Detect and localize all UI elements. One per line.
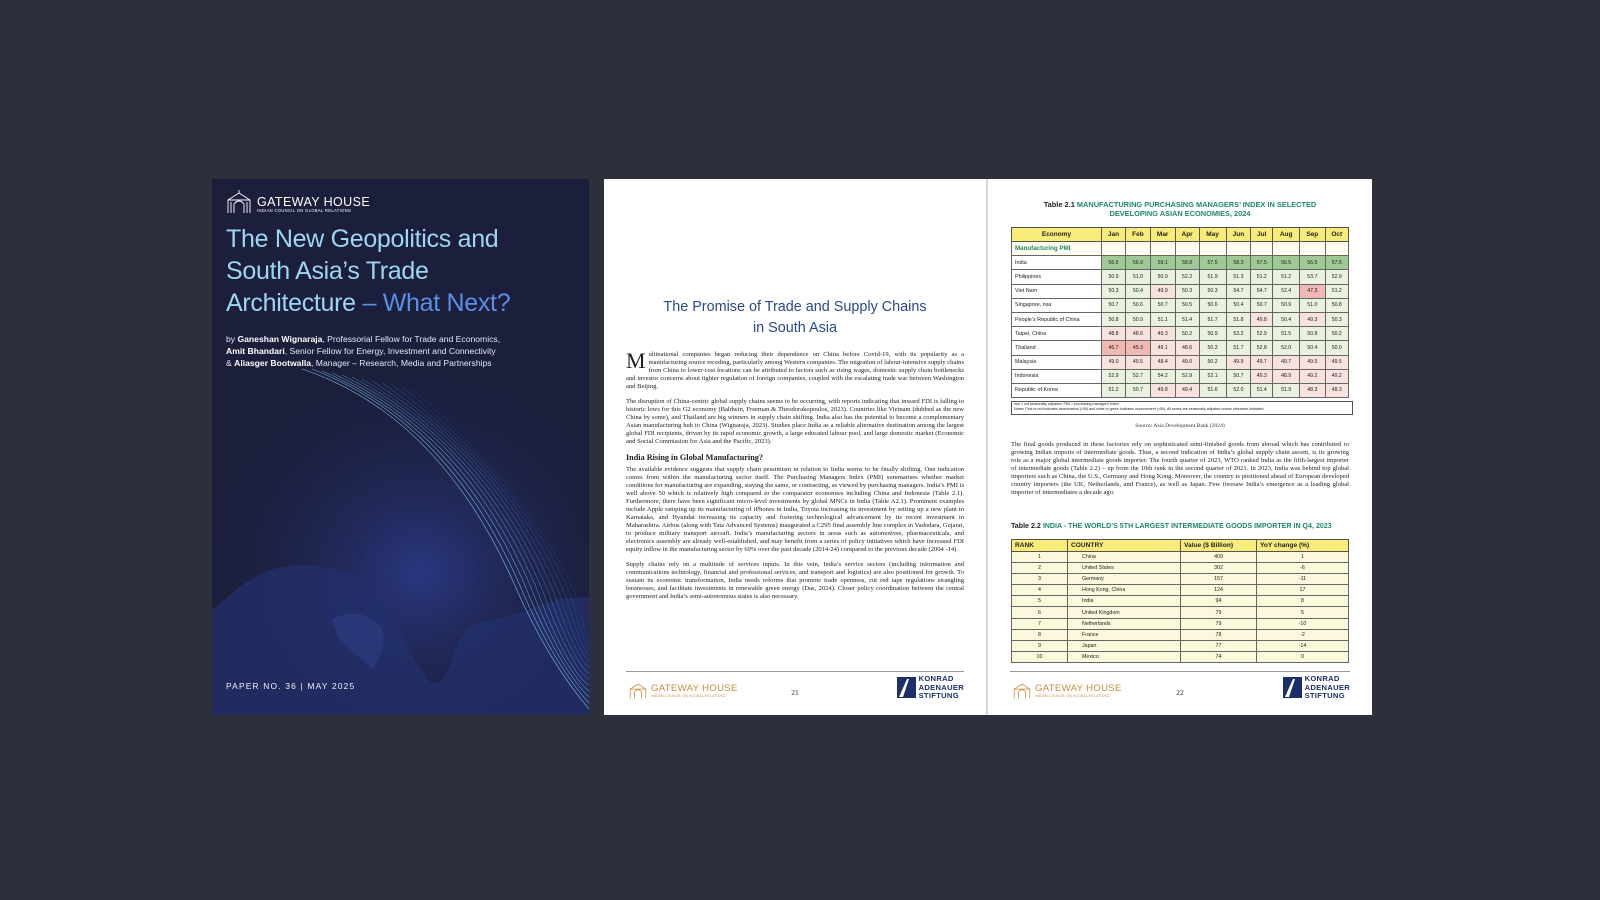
table-label: Table 2.2: [1011, 522, 1041, 530]
pmi-row: [1012, 355, 1349, 369]
pmi-header-cell: Sep: [1300, 228, 1325, 242]
pmi-value-cell: 49.9: [1226, 355, 1251, 369]
pmi-value-cell: 54.7: [1226, 284, 1251, 298]
footer-logo-name: GATEWAY HOUSE: [651, 683, 738, 694]
kas-logo: [897, 675, 964, 701]
pmi-value-cell: 48.4: [1150, 355, 1175, 369]
importers-cell: 5: [1257, 607, 1349, 618]
pmi-value-cell: 51.9: [1273, 383, 1300, 397]
table-note-line1: nsa = not seasonally adjusted, PMI = purchasing managers' index: [1014, 402, 1119, 406]
pmi-value-cell: 49.2: [1325, 369, 1348, 383]
pmi-value-cell: 53.7: [1300, 270, 1325, 284]
importers-cell: 302: [1181, 563, 1257, 574]
importers-cell: 6: [1012, 607, 1068, 618]
pmi-header-cell: Feb: [1126, 228, 1151, 242]
importers-cell: 10: [1012, 651, 1068, 662]
pmi-value-cell: 51.1: [1150, 312, 1175, 326]
pmi-value-cell: 49.0: [1102, 355, 1126, 369]
table-source: Source: Asia Development Bank (2024): [1135, 423, 1225, 429]
report-title: [226, 223, 556, 319]
pmi-header-cell: Economy: [1012, 228, 1102, 242]
pmi-value-cell: 48.3: [1325, 383, 1348, 397]
importers-cell: 4: [1012, 585, 1068, 596]
author-line: [226, 357, 576, 369]
pmi-value-cell: 56.9: [1126, 256, 1151, 270]
page-number: 22: [1176, 688, 1184, 697]
paragraph: The final goods produced in these factories rely on sophisticated semi-finished goods from abroad which has contributed to growing Indian imports of intermediate goods. Thus, a second indication of India’s global supply chain ascent, is its growing role as a major global intermediate goods importer. The fourth quarter of 2023, WTO ranked India as the fifth-largest importer of intermediate goods (Table 2.2) – up from the 10th rank in the second quarter of 2021. In 2023, India was behind top global importers such as China, the U.S., Germany and Hong Kong. Moreover, the country is positioned ahead of European developed country importers (the UK, Netherlands, and France), as well as Japan. Few foresaw India’s emergence as a leading global importer of intermediates a decade ago.: [1011, 441, 1349, 497]
logo-name: GATEWAY HOUSE: [257, 195, 371, 209]
pmi-value-cell: 49.4: [1175, 383, 1199, 397]
importers-row: [1012, 629, 1349, 640]
pmi-value-cell: 58.3: [1226, 256, 1251, 270]
pmi-value-cell: 50.5: [1175, 298, 1199, 312]
importers-cell: 0: [1257, 651, 1349, 662]
pmi-header-cell: Aug: [1273, 228, 1300, 242]
pmi-value-cell: 49.3: [1251, 369, 1273, 383]
gateway-house-logo: [226, 190, 370, 214]
paper-number: PAPER NO. 36 | MAY 2025: [226, 681, 356, 691]
pmi-value-cell: 50.3: [1325, 312, 1348, 326]
kas-line3: STIFTUNG: [918, 691, 959, 701]
importers-header-cell: Value ($ Billion): [1181, 540, 1257, 552]
pmi-economy-cell: Singapore, nsa: [1012, 298, 1102, 312]
pmi-value-cell: 50.7: [1102, 298, 1126, 312]
pmi-value-cell: 50.2: [1175, 327, 1199, 341]
pmi-value-cell: 49.1: [1150, 341, 1175, 355]
pmi-value-cell: 50.9: [1126, 312, 1151, 326]
importers-cell: 74: [1181, 651, 1257, 662]
importers-cell: -14: [1257, 640, 1349, 651]
pmi-value-cell: 51.2: [1251, 270, 1273, 284]
pmi-economy-cell: Indonesia: [1012, 369, 1102, 383]
importers-cell: Mexico: [1068, 651, 1181, 662]
pmi-value-cell: 50.8: [1300, 327, 1325, 341]
importers-cell: Netherlands: [1068, 618, 1181, 629]
drop-cap: M: [626, 348, 646, 373]
pmi-value-cell: 50.9: [1199, 327, 1226, 341]
importers-row: [1012, 574, 1349, 585]
pmi-value-cell: 51.5: [1273, 327, 1300, 341]
pmi-value-cell: 50.9: [1273, 298, 1300, 312]
pmi-value-cell: 48.6: [1126, 327, 1151, 341]
importers-cell: 3: [1012, 574, 1068, 585]
pmi-value-cell: 50.7: [1251, 298, 1273, 312]
pmi-economy-cell: Philippines: [1012, 270, 1102, 284]
pmi-row: [1012, 312, 1349, 326]
report-title-accent: – What Next?: [362, 289, 511, 317]
pmi-value-cell: 50.6: [1126, 298, 1151, 312]
pmi-value-cell: 51.2: [1102, 383, 1126, 397]
importers-cell: 8: [1012, 629, 1068, 640]
pmi-value-cell: 50.8: [1325, 298, 1348, 312]
importers-cell: 8: [1257, 596, 1349, 607]
importers-cell: -2: [1257, 629, 1349, 640]
author-role: , Professorial Fellow for Trade and Economics,: [322, 334, 501, 344]
pmi-value-cell: 57.5: [1251, 256, 1273, 270]
pmi-economy-cell: People’s Republic of China: [1012, 312, 1102, 326]
importers-header-cell: COUNTRY: [1068, 540, 1181, 552]
footer-logo-subtitle: INDIAN COUNCIL ON GLOBAL RELATIONS: [1035, 694, 1110, 698]
pmi-value-cell: 47.3: [1300, 284, 1325, 298]
pmi-value-cell: 54.7: [1251, 284, 1273, 298]
pmi-value-cell: 48.6: [1175, 341, 1199, 355]
pmi-header-cell: Jun: [1226, 228, 1251, 242]
pmi-economy-cell: Viet Nam: [1012, 284, 1102, 298]
importers-row: [1012, 618, 1349, 629]
pmi-economy-cell: Republic of Korea: [1012, 383, 1102, 397]
importers-header-cell: RANK: [1012, 540, 1068, 552]
kas-line1: KONRAD: [918, 674, 954, 683]
importers-row: [1012, 552, 1349, 563]
logo-subtitle: INDIAN COUNCIL ON GLOBAL RELATIONS: [257, 208, 352, 213]
pmi-value-cell: 50.6: [1199, 298, 1226, 312]
pmi-row: [1012, 298, 1349, 312]
pmi-value-cell: 51.2: [1325, 284, 1348, 298]
page-footer: [626, 671, 964, 706]
pmi-value-cell: 50.8: [1102, 312, 1126, 326]
pmi-value-cell: 52.4: [1273, 284, 1300, 298]
page-22: [988, 179, 1372, 715]
importers-cell: 77: [1181, 640, 1257, 651]
importers-cell: 7: [1012, 618, 1068, 629]
footer-logo-subtitle: INDIAN COUNCIL ON GLOBAL RELATIONS: [651, 694, 726, 698]
pmi-value-cell: 52.8: [1251, 341, 1273, 355]
pmi-value-cell: 56.5: [1102, 256, 1126, 270]
pmi-value-cell: 50.3: [1175, 284, 1199, 298]
pmi-value-cell: 52.1: [1199, 369, 1226, 383]
importers-cell: 409: [1181, 552, 1257, 563]
importers-header-row: [1012, 540, 1349, 552]
pmi-value-cell: 56.5: [1273, 256, 1300, 270]
pmi-value-cell: 50.9: [1150, 270, 1175, 284]
pmi-header-cell: Jul: [1251, 228, 1273, 242]
pmi-value-cell: 57.5: [1199, 256, 1226, 270]
pmi-value-cell: 51.6: [1199, 383, 1226, 397]
pmi-value-cell: 49.9: [1150, 284, 1175, 298]
table-title-line2: DEVELOPING ASIAN ECONOMIES, 2024: [1109, 209, 1251, 218]
importers-cell: 157: [1181, 574, 1257, 585]
pmi-row: [1012, 383, 1349, 397]
pmi-value-cell: 45.3: [1126, 341, 1151, 355]
pmi-value-cell: 49.8: [1251, 312, 1273, 326]
importers-cell: Japan: [1068, 640, 1181, 651]
pmi-economy-cell: India: [1012, 256, 1102, 270]
author-role: , Manager – Research, Media and Partnerships: [311, 358, 492, 368]
paragraph: The available evidence suggests that supply chain pessimism in relation to India seems to be finally shifting. One indication comes from within the manufacturing sector itself. The Purchasing Managers Index (PMI) summarises whether market conditions for manufacturing are expanding, staying the same, or contracting, as viewed by purchasing managers. India’s PMI is well above 50 which is relatively high compared to the comparator economies including China and Indonesia (Table 2.1). Furthermore, there have been significant micro-level investments by global MNCs in India (Table A2.1). Prominent examples include Apple ramping up its manufacturing of iPhones in India, Toyota increasing its investment by setting up a new plant in Karnataka, and Hyundai increasing its capacity and fostering technological advancement by its recent investment in Maharashtra. Airbus (along with Tata Advanced Systems) inaugurated a C295 final assembly line complex in Vadodara, Gujarat, to produce military transport aircraft. India’s manufacturing sectors in areas such as automotives, pharmaceuticals, and electronics assembly are already well-established, and may benefit from a series of policy initiatives which have increased FDI equity inflow in the manufacturing sector by 69% over the past decade (2014-24) compared to the previous decade (2004 -14).: [626, 465, 964, 554]
pmi-value-cell: 48.8: [1102, 327, 1126, 341]
page-footer: [1010, 671, 1350, 706]
author-name: Amit Bhandari: [226, 346, 285, 356]
pmi-row: [1012, 284, 1349, 298]
importers-cell: 1: [1257, 552, 1349, 563]
page-22-body: [1011, 441, 1349, 504]
pmi-value-cell: 50.4: [1300, 341, 1325, 355]
pmi-value-cell: 59.1: [1150, 256, 1175, 270]
importers-cell: 94: [1181, 596, 1257, 607]
importers-cell: 5: [1012, 596, 1068, 607]
pmi-value-cell: 50.3: [1199, 284, 1226, 298]
pmi-value-cell: 50.2: [1199, 355, 1226, 369]
pmi-value-cell: 52.0: [1226, 383, 1251, 397]
importers-cell: United Kingdom: [1068, 607, 1181, 618]
table-title-line1: MANUFACTURING PURCHASING MANAGERS’ INDEX IN SELECTED: [1076, 200, 1317, 209]
pmi-value-cell: 50.4: [1226, 298, 1251, 312]
importers-cell: Hong Kong, China: [1068, 585, 1181, 596]
pmi-section-row: [1012, 242, 1349, 256]
table-label: Table 2.1: [1043, 200, 1075, 209]
pmi-value-cell: 50.4: [1126, 284, 1151, 298]
importers-row: [1012, 596, 1349, 607]
pmi-value-cell: 51.7: [1199, 312, 1226, 326]
gateway-arch-icon: [226, 190, 252, 214]
pmi-value-cell: 51.7: [1226, 341, 1251, 355]
pmi-economy-cell: Taipei, China: [1012, 327, 1102, 341]
importers-cell: India: [1068, 596, 1181, 607]
page-number: 21: [791, 688, 799, 697]
pmi-value-cell: 49.5: [1126, 355, 1151, 369]
pmi-value-cell: 50.7: [1150, 298, 1175, 312]
pmi-value-cell: 51.0: [1300, 298, 1325, 312]
paragraph: Supply chains rely on a multitude of services inputs. In this vein, India’s service sectors (including information and communications technology, financial and professional services, and transport and logistics) are also positioned for growth. To sustain its economic transformation, India needs reforms that promote trade openness, cut red tape regulations strangling businesses, and facilitate investments in renewable green energy (Das, 2024). Closer policy coordination between the central government and India’s semi-autonomous states is also necessary.: [626, 561, 964, 601]
pmi-value-cell: 50.7: [1226, 369, 1251, 383]
pmi-section-label: Manufacturing PMI: [1012, 242, 1102, 256]
pmi-value-cell: 49.5: [1325, 355, 1348, 369]
chapter-title: [636, 297, 954, 339]
map-wave-illustration: [212, 359, 589, 715]
author-prefix: &: [226, 358, 235, 368]
pmi-value-cell: 52.9: [1251, 327, 1273, 341]
pmi-value-cell: 52.0: [1273, 341, 1300, 355]
author-list: [226, 333, 576, 369]
importers-cell: United States: [1068, 563, 1181, 574]
importers-row: [1012, 640, 1349, 651]
pmi-value-cell: 51.2: [1273, 270, 1300, 284]
section-heading: India Rising in Global Manufacturing?: [626, 452, 763, 462]
pmi-row: [1012, 341, 1349, 355]
kas-line1: KONRAD: [1304, 674, 1340, 683]
pmi-value-cell: 50.0: [1325, 341, 1348, 355]
author-name: Ganeshan Wignaraja: [237, 334, 323, 344]
pmi-header-cell: Oct: [1325, 228, 1348, 242]
author-line: [226, 333, 576, 345]
pmi-value-cell: 49.3: [1300, 312, 1325, 326]
pmi-value-cell: 57.5: [1325, 256, 1348, 270]
table-title: INDIA - THE WORLD’S 5TH LARGEST INTERMEDIATE GOODS IMPORTER IN Q4, 2023: [1042, 522, 1332, 530]
pmi-economy-cell: Malaysia: [1012, 355, 1102, 369]
importers-cell: -6: [1257, 563, 1349, 574]
importers-cell: Germany: [1068, 574, 1181, 585]
author-role: , Senior Fellow for Energy, Investment and Connectivity: [284, 346, 496, 356]
pmi-value-cell: 50.7: [1126, 383, 1151, 397]
pmi-value-cell: 51.0: [1126, 270, 1151, 284]
author-prefix: by: [226, 334, 238, 344]
importers-cell: China: [1068, 552, 1181, 563]
pmi-value-cell: 58.8: [1175, 256, 1199, 270]
pmi-value-cell: 49.7: [1273, 355, 1300, 369]
pmi-value-cell: 51.4: [1251, 383, 1273, 397]
pmi-value-cell: 50.3: [1199, 341, 1226, 355]
importers-cell: 124: [1181, 585, 1257, 596]
importers-cell: 2: [1012, 563, 1068, 574]
importers-cell: 9: [1012, 640, 1068, 651]
pmi-value-cell: 54.2: [1150, 369, 1175, 383]
pmi-row: [1012, 270, 1349, 284]
report-title-main: The New Geopolitics and South Asia’s Trade Architecture: [226, 225, 499, 317]
pmi-value-cell: 50.4: [1273, 312, 1300, 326]
pmi-value-cell: 52.2: [1175, 270, 1199, 284]
pmi-value-cell: 49.5: [1300, 355, 1325, 369]
pmi-value-cell: 51.4: [1175, 312, 1199, 326]
paragraph-text: ultinational companies began reducing their dependence on China before Covid-19, with its popularity as a manufacturing source receding, particularly among Western companies. The migration of labour-intensive supply chains from China to lower-cost locations can be attributed to factors such as rising wages, domestic supply chain bottlenecks and investor concerns about tighter regulation of foreign companies, coupled with the escalating trade war between Washington and Beijing.: [626, 351, 964, 391]
pmi-value-cell: 50.2: [1325, 327, 1348, 341]
importers-row: [1012, 585, 1349, 596]
pmi-economy-cell: Thailand: [1012, 341, 1102, 355]
pmi-value-cell: 49.3: [1150, 327, 1175, 341]
page-21: [604, 179, 986, 715]
footer-logo-name: GATEWAY HOUSE: [1035, 683, 1122, 694]
pmi-value-cell: 52.7: [1126, 369, 1151, 383]
pmi-header-cell: Mar: [1150, 228, 1175, 242]
chapter-title-line1: The Promise of Trade and Supply Chains: [663, 299, 927, 315]
pmi-value-cell: 49.0: [1175, 355, 1199, 369]
table-2-1-title: [1008, 200, 1352, 218]
table-note: [1011, 401, 1353, 415]
pmi-header-cell: May: [1199, 228, 1226, 242]
pmi-header-row: [1012, 228, 1349, 242]
pmi-table: [1011, 227, 1349, 398]
importers-cell: -11: [1257, 574, 1349, 585]
importers-table: [1011, 539, 1349, 663]
importers-cell: France: [1068, 629, 1181, 640]
pmi-value-cell: 48.9: [1273, 369, 1300, 383]
importers-cell: 79: [1181, 618, 1257, 629]
importers-cell: 78: [1181, 629, 1257, 640]
pmi-value-cell: 49.2: [1300, 369, 1325, 383]
paragraph: The disruption of China-centric global supply chains seems to be occurring, with reports indicating that inward FDI is falling to historic lows for this G2 economy (Baldwin, Freeman & Theodorakopoulos, 2023). Countries like Vietnam (dubbed as the new China by some), and Thailand are big winners in supply chain shifting. India also has the potential to become a complementary Asian manufacturing hub to China (Wignaraja, 2023). Studies place India as a reliable alternative destination among the largest global FDI recipients, driven by its rapid economic growth, a large educated labour pool, and large domestic market (Economic and Social Commission for Asia and the Pacific, 2023).: [626, 398, 964, 446]
pmi-value-cell: 48.3: [1300, 383, 1325, 397]
author-name: Aliasger Bootwalla: [234, 358, 312, 368]
importers-cell: 17: [1257, 585, 1349, 596]
pmi-value-cell: 51.9: [1199, 270, 1226, 284]
pmi-value-cell: 50.3: [1102, 284, 1126, 298]
importers-row: [1012, 563, 1349, 574]
pmi-value-cell: 49.7: [1251, 355, 1273, 369]
importers-row: [1012, 651, 1349, 662]
importers-cell: -10: [1257, 618, 1349, 629]
importers-header-cell: YoY change (%): [1257, 540, 1349, 552]
report-cover: [212, 179, 589, 715]
kas-logo: [1283, 675, 1350, 701]
pmi-value-cell: 46.7: [1102, 341, 1126, 355]
importers-cell: 1: [1012, 552, 1068, 563]
pmi-value-cell: 49.8: [1150, 383, 1175, 397]
chapter-title-line2: in South Asia: [752, 320, 837, 336]
pmi-row: [1012, 369, 1349, 383]
pmi-value-cell: 52.9: [1175, 369, 1199, 383]
pmi-row: [1012, 327, 1349, 341]
pmi-value-cell: 52.9: [1102, 369, 1126, 383]
table-note-line2: Notes: Pink to red indicates deterioration (<50) and white to green indicates improvement (>50). All series are seasonally adjusted unless otherwise indicated: [1014, 406, 1264, 411]
pmi-header-cell: Jan: [1102, 228, 1126, 242]
pmi-value-cell: 56.5: [1300, 256, 1325, 270]
importers-cell: 79: [1181, 607, 1257, 618]
pmi-value-cell: 52.9: [1325, 270, 1348, 284]
chapter-body: [626, 348, 964, 608]
kas-mark-icon: [897, 677, 916, 698]
paragraph: [626, 348, 964, 391]
author-line: [226, 345, 576, 357]
pmi-value-cell: 50.9: [1102, 270, 1126, 284]
table-2-2-title: [1011, 522, 1332, 530]
kas-line2: ADENAUER: [1304, 682, 1350, 692]
kas-line2: ADENAUER: [918, 682, 964, 692]
pmi-value-cell: 51.3: [1226, 270, 1251, 284]
pmi-value-cell: 51.8: [1226, 312, 1251, 326]
pmi-header-cell: Apr: [1175, 228, 1199, 242]
importers-row: [1012, 607, 1349, 618]
kas-mark-icon: [1283, 677, 1302, 698]
pmi-value-cell: 53.2: [1226, 327, 1251, 341]
kas-line3: STIFTUNG: [1304, 691, 1345, 701]
pmi-row: [1012, 256, 1349, 270]
